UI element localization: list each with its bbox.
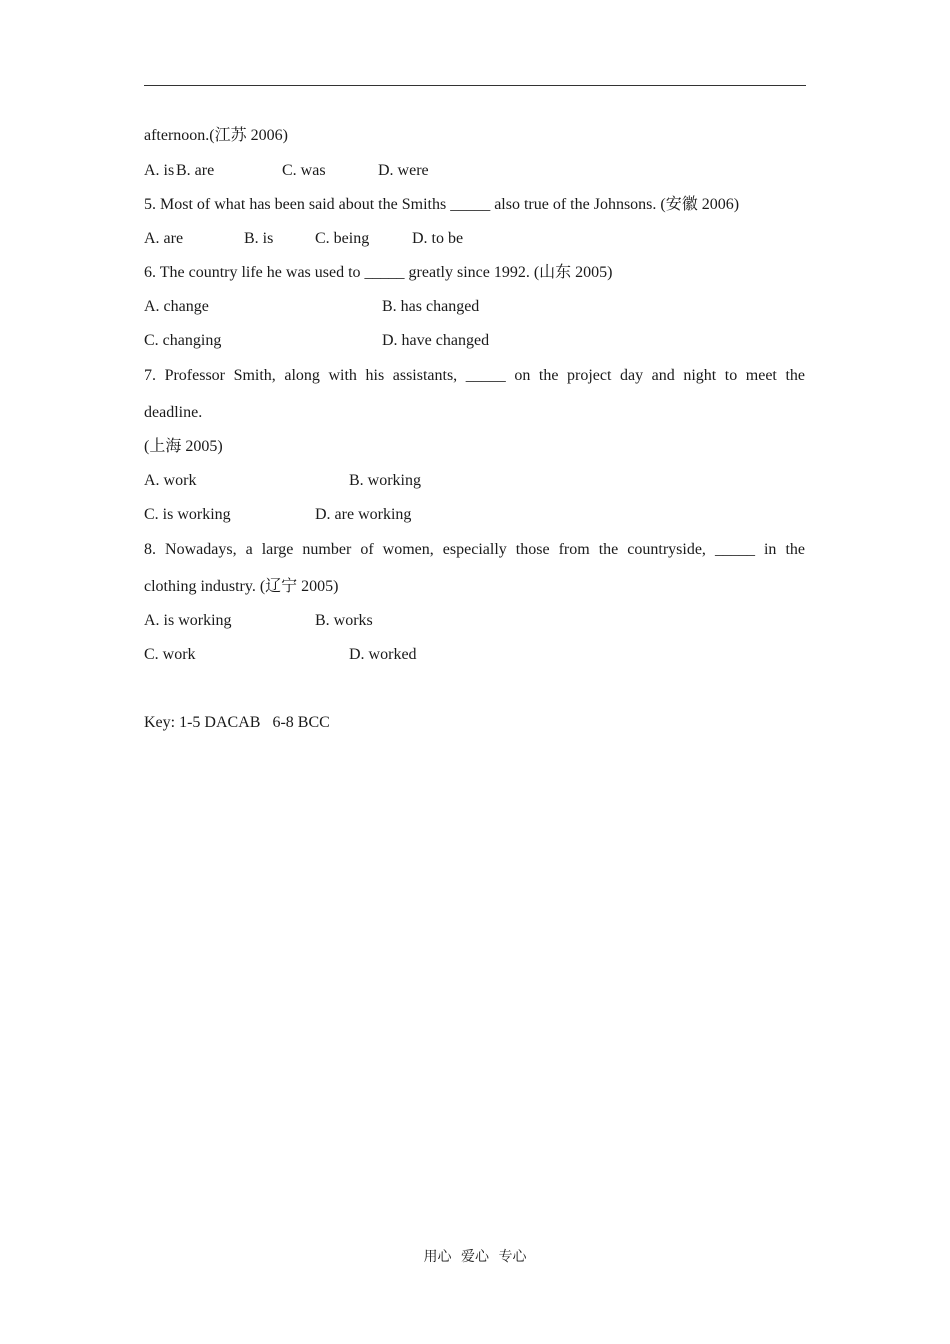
q7-source: (上海 2005) [144,438,223,455]
q7-stem-line1: 7. Professor Smith, along with his assistants, _____ on the project day and night to meet the [144,367,805,384]
q7-option-c: C. is working [144,506,231,523]
q8-option-d: D. worked [349,646,417,663]
q7-option-a: A. work [144,472,197,489]
q5-option-d: D. to be [412,230,464,247]
q4-option-c: C. was [282,162,326,179]
header-rule [144,85,806,86]
answer-key: Key: 1-5 DACAB 6-8 BCC [144,714,330,731]
q4-option-b: B. are [176,162,215,179]
q6-option-b: B. has changed [382,298,480,315]
q8-option-b: B. works [315,612,373,629]
q6-option-c: C. changing [144,332,222,349]
q8-option-c: C. work [144,646,196,663]
q8-option-a: A. is working [144,612,232,629]
q5-option-a: A. are [144,230,184,247]
q4-continuation: afternoon.(江苏 2006) [144,127,288,144]
q7-option-b: B. working [349,472,421,489]
q5-stem: 5. Most of what has been said about the Smiths _____ also true of the Johnsons. (安徽 2006) [144,196,740,213]
q8-stem-line1: 8. Nowadays, a large number of women, especially those from the countryside, _____ in the [144,541,805,558]
q6-stem: 6. The country life he was used to _____ greatly since 1992. (山东 2005) [144,264,613,281]
page-footer: 用心 爱心 专心 [423,1250,527,1265]
q7-option-d: D. are working [315,506,412,523]
q6-option-a: A. change [144,298,209,315]
q7-stem-line2: deadline. [144,404,203,421]
q5-option-b: B. is [244,230,274,247]
q5-option-c: C. being [315,230,370,247]
q6-option-d: D. have changed [382,332,490,349]
q8-stem-line2: clothing industry. (辽宁 2005) [144,578,339,595]
q4-option-a: A. is [144,162,175,179]
q4-option-d: D. were [378,162,429,179]
